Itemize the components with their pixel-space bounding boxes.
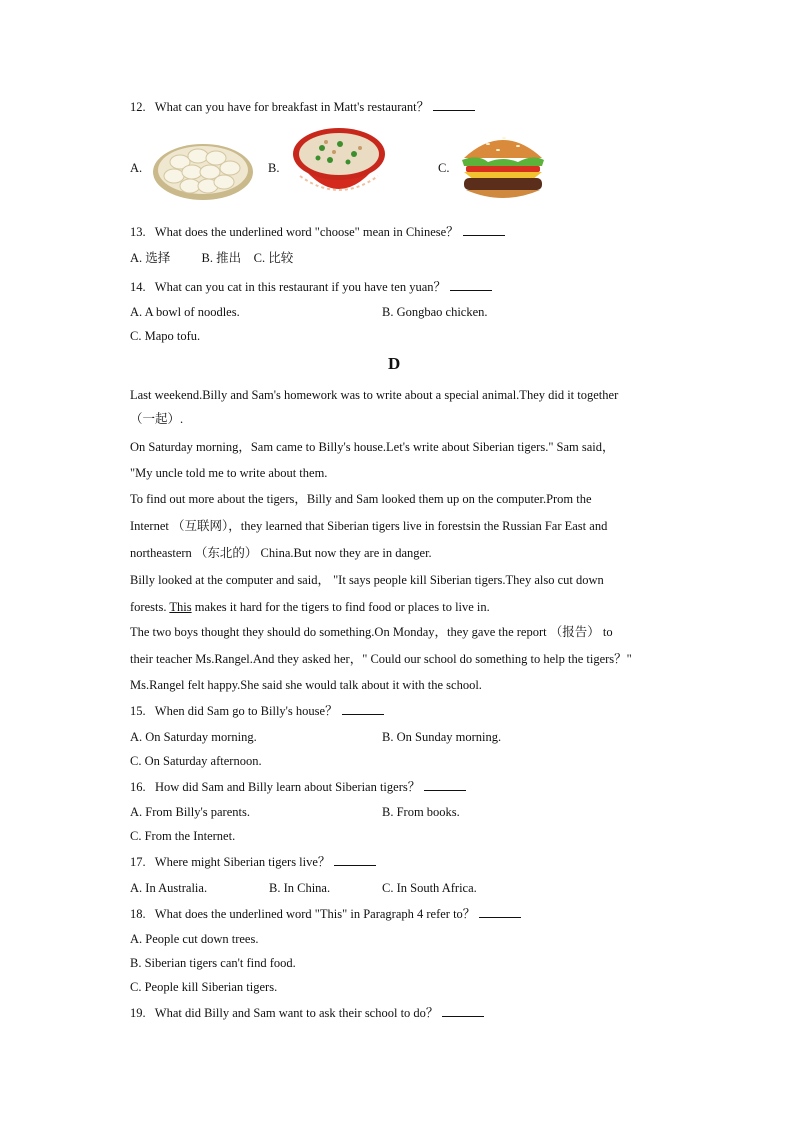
passage-line: Last weekend.Billy and Sam's homework was to write about a special animal.They did it together xyxy=(130,388,619,402)
option-c: C. People kill Siberian tigers. xyxy=(130,980,278,994)
question-number: 13. xyxy=(130,225,146,239)
question-text: How did Sam and Billy learn about Siberian tigers？ xyxy=(155,780,421,794)
passage-line: （一起）. xyxy=(130,412,184,426)
option-b: B. In China. xyxy=(269,881,331,895)
option-a: A. A bowl of noodles. xyxy=(130,305,240,319)
question-14 xyxy=(130,278,492,295)
question-16 xyxy=(130,778,466,795)
hamburger-image xyxy=(458,128,548,206)
question-number: 12. xyxy=(130,100,146,114)
question-19 xyxy=(130,1004,484,1021)
passage-line: Ms.Rangel felt happy.She said she would talk about it with the school. xyxy=(130,678,482,692)
section-heading: D xyxy=(388,354,401,373)
question-number: 17. xyxy=(130,855,146,869)
answer-blank[interactable] xyxy=(433,98,475,111)
question-number: 19. xyxy=(130,1006,146,1020)
passage-line: northeastern （东北的） China.But now they are in danger. xyxy=(130,546,432,560)
question-17 xyxy=(130,853,376,870)
question-15 xyxy=(130,702,384,719)
option-b: B. On Sunday morning. xyxy=(382,730,502,744)
question-text: When did Sam go to Billy's house？ xyxy=(154,704,338,718)
option-c: C. In South Africa. xyxy=(382,881,477,895)
question-text: What can you cat in this restaurant if you have ten yuan？ xyxy=(154,280,447,294)
answer-blank[interactable] xyxy=(334,853,376,866)
question-number: 18. xyxy=(130,907,146,921)
option-a: A. People cut down trees. xyxy=(130,932,259,946)
passage-line xyxy=(130,599,490,615)
question-number: 14. xyxy=(130,280,146,294)
question-number: 15. xyxy=(130,704,146,718)
option-b: B. From books. xyxy=(382,805,460,819)
question-number: 16. xyxy=(130,780,146,794)
option-c: C. Mapo tofu. xyxy=(130,329,201,343)
passage-line: their teacher Ms.Rangel.And they asked her，" Could our school do something to help the tigers？" xyxy=(130,652,632,666)
passage-line: To find out more about the tigers，Billy and Sam looked them up on the computer.Prom the xyxy=(130,492,592,506)
answer-blank[interactable] xyxy=(342,702,384,715)
porridge-bowl-image xyxy=(290,124,388,210)
option-b: B. Gongbao chicken. xyxy=(382,305,488,319)
option-c: C. On Saturday afternoon. xyxy=(130,754,262,768)
question-text: What does the underlined word "This" in Paragraph 4 refer to？ xyxy=(154,907,476,921)
passage-line: On Saturday morning，Sam came to Billy's house.Let's write about Siberian tigers." Sam said， xyxy=(130,440,615,454)
option-a: A. From Billy's parents. xyxy=(130,805,250,819)
option-a: A. On Saturday morning. xyxy=(130,730,257,744)
option-b: B. Siberian tigers can't find food. xyxy=(130,956,296,970)
passage-line: The two boys thought they should do something.On Monday，they gave the report （报告） to xyxy=(130,625,613,639)
answer-blank[interactable] xyxy=(479,905,521,918)
passage-text: makes it hard for the tigers to find food or places to live in. xyxy=(191,600,490,614)
option-a-label: A. xyxy=(130,161,143,175)
passage-line: Billy looked at the computer and said， "It says people kill Siberian tigers.They also cut down xyxy=(130,573,604,587)
question-text: What did Billy and Sam want to ask their school to do？ xyxy=(154,1006,439,1020)
passage-line: Internet （互联网），they learned that Siberian tigers live in forestsin the Russian Far East and xyxy=(130,519,608,533)
answer-blank[interactable] xyxy=(463,223,505,236)
answer-blank[interactable] xyxy=(424,778,466,791)
question-text: What does the underlined word "choose" mean in Chinese？ xyxy=(154,225,459,239)
option-a: A. In Australia. xyxy=(130,881,208,895)
answer-blank[interactable] xyxy=(442,1004,484,1017)
option-c: C. From the Internet. xyxy=(130,829,236,843)
dumplings-image xyxy=(150,132,256,202)
passage-line: "My uncle told me to write about them. xyxy=(130,466,328,480)
question-13 xyxy=(130,223,505,240)
question-13-options: A. 选择 B. 推出 C. 比较 xyxy=(130,251,294,265)
question-text: Where might Siberian tigers live？ xyxy=(154,855,331,869)
passage-text: forests. xyxy=(130,600,170,614)
answer-blank[interactable] xyxy=(450,278,492,291)
option-b-label: B. xyxy=(268,161,280,175)
option-c-label: C. xyxy=(438,161,450,175)
question-text: What can you have for breakfast in Matt's restaurant？ xyxy=(154,100,430,114)
question-12 xyxy=(130,98,475,115)
question-18 xyxy=(130,905,521,922)
underlined-word: This xyxy=(169,600,192,614)
